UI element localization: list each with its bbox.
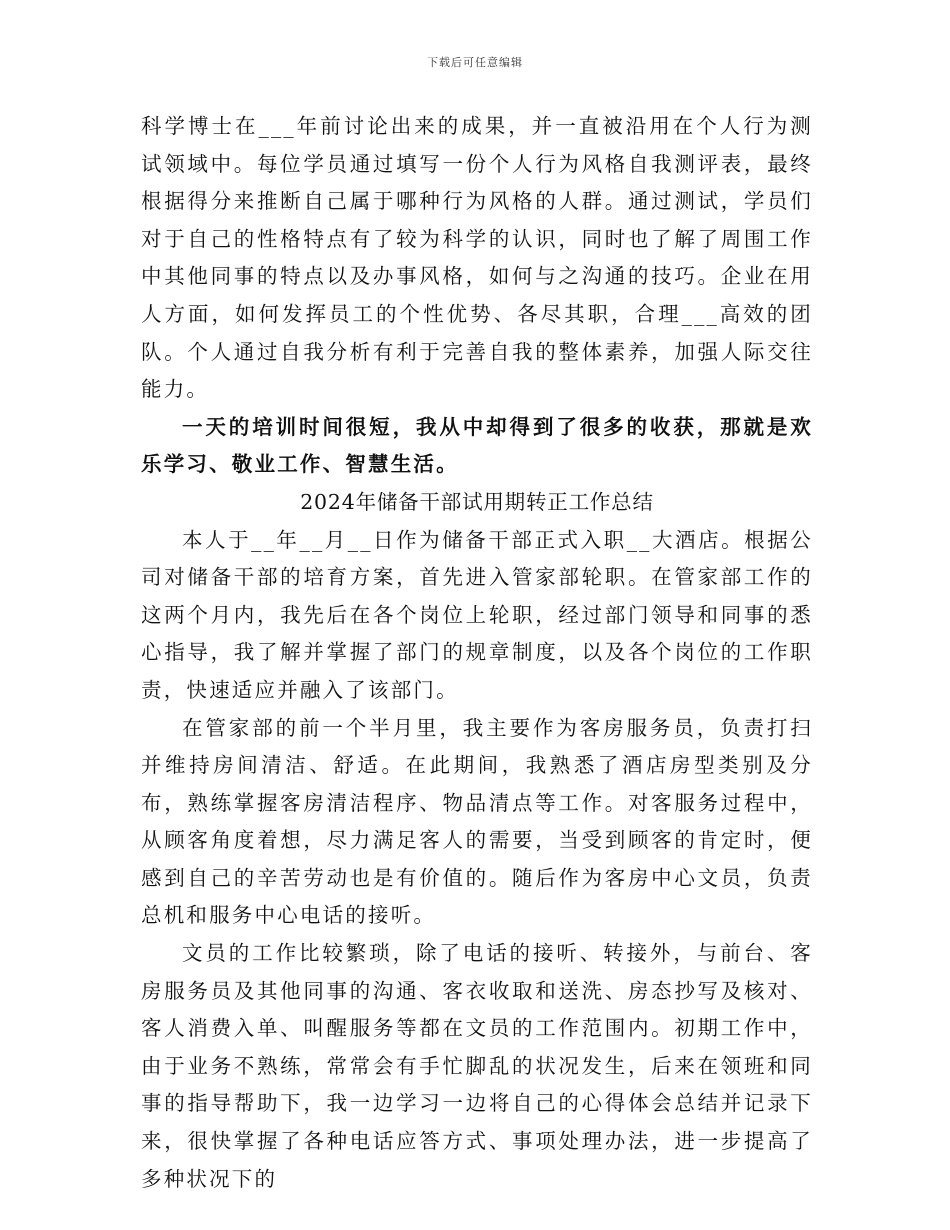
paragraph-intro: 本人于__年__月__日作为储备干部正式入职__大酒店。根据公司对储备干部的培育方案，首先进入管家部轮职。在管家部工作的这两个月内，我先后在各个岗位上轮职，经过部门领导和同事的悉心指导，我了解并掌握了部门的规章制度，以及各个岗位的工作职责，快速适应并融入了该部门。 [141,527,813,702]
document-body [141,108,813,1198]
paragraph-clerk-work: 文员的工作比较繁琐，除了电话的接听、转接外，与前台、客房服务员及其他同事的沟通、客衣收取和送洗、房态抄写及核对、客人消费入单、叫醒服务等都在文员的工作范围内。初期工作中，由于业务不熟练，常常会有手忙脚乱的状况发生，后来在领班和同事的指导帮助下，我一边学习一边将自己的心得体会总结并记录下来，很快掌握了各种电话应答方式、事项处理办法，进一步提高了多种状况下的 [141,941,813,1191]
paragraph-housekeeping: 在管家部的前一个半月里，我主要作为客房服务员，负责打扫并维持房间清洁、舒适。在此期间，我熟悉了酒店房型类别及分布，熟练掌握客房清洁程序、物品清点等工作。对客服务过程中，从顾客角度着想，尽力满足客人的需要，当受到顾客的肯定时，便感到自己的辛苦劳动也是有价值的。随后作为客房中心文员，负责总机和服务中心电话的接听。 [141,715,813,928]
document-title: 2024年储备干部试用期转正工作总结 [300,489,654,514]
paragraph-conclusion: 一天的培训时间很短，我从中却得到了很多的收获，那就是欢乐学习、敬业工作、智慧生活。 [141,414,813,477]
paragraph-continued: 科学博士在___年前讨论出来的成果，并一直被沿用在个人行为测试领域中。每位学员通过填写一份个人行为风格自我测评表，最终根据得分来推断自己属于哪种行为风格的人群。通过测试，学员们对于自己的性格特点有了较为科学的认识，同时也了解了周围工作中其他同事的特点以及办事风格，如何与之沟通的技巧。企业在用人方面，如何发挥员工的个性优势、各尽其职，合理___高效的团队。个人通过自我分析有利于完善自我的整体素养，加强人际交往能力。 [141,114,813,402]
page-header-note: 下载后可任意编辑 [427,56,523,69]
